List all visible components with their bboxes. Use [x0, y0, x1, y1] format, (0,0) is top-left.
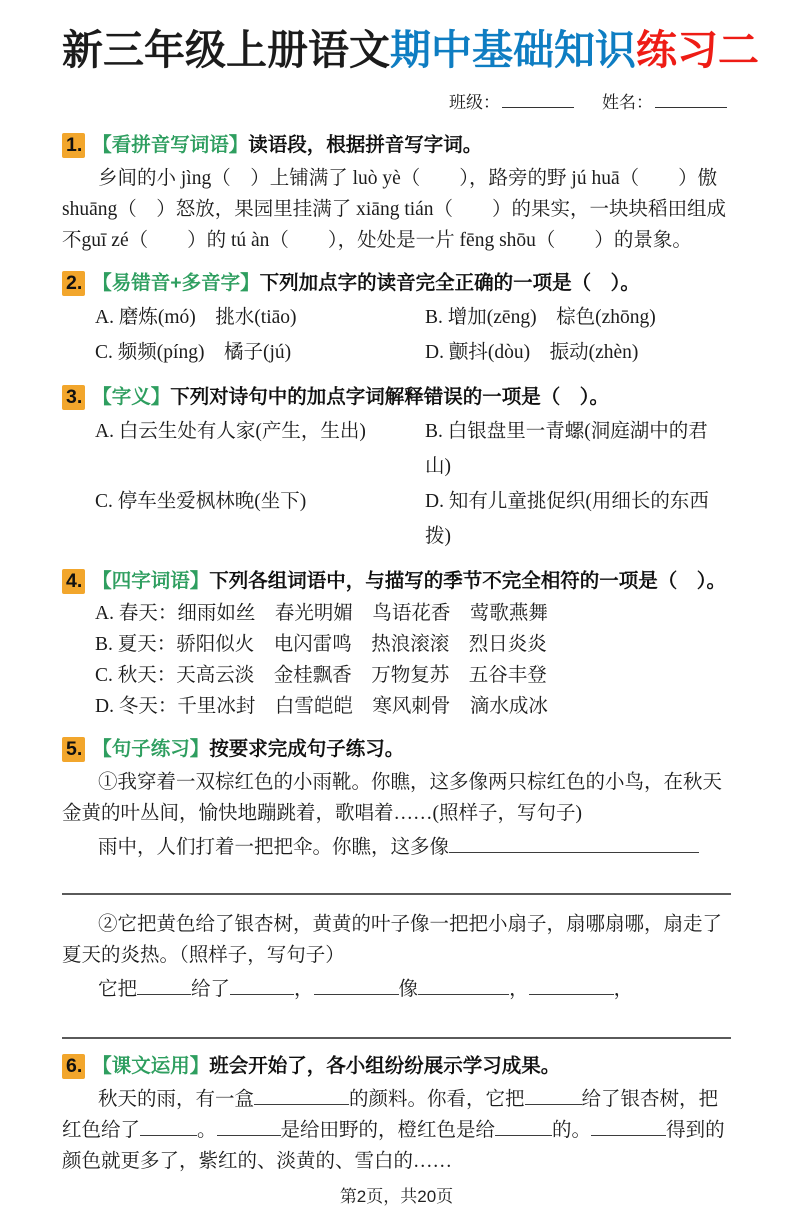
section-2-options	[62, 300, 731, 370]
option-d[interactable]: D. 颤 •抖(dòu) 振 •动(zhèn)	[425, 335, 731, 370]
emphasis-dotted-char: 青 •	[545, 414, 565, 449]
section-1-prompt: 读语段，根据拼音写字词。	[248, 134, 483, 156]
option-a[interactable]: A. 春天：细雨如丝 春光明媚 鸟语花香 莺歌燕舞	[95, 603, 548, 624]
section-6-number-badge: 6.	[62, 1054, 85, 1079]
option-d[interactable]: D. 冬天：千里冰封 白雪皑皑 寒风刺骨 滴水成冰	[95, 696, 548, 717]
section-3-prompt: 下列对诗句中的加点字词解释错误的一项是（ ）。	[170, 386, 610, 408]
section-2-header	[62, 268, 731, 298]
section-1-passage: 乡间的小 jìng（ ）上铺满了 luò yè（ ），路旁的野 jú huā（ ）傲shuāng（ ）怒放，果园里挂满了 xiāng tián（ ）的果实，一块块稻田组成不guī zé（ ）的 tú àn（ ），处处是一片 fēng shōu（ ）的景象。	[62, 168, 727, 251]
section-5-fill-line-1[interactable]: 雨中，人们打着一把把伞。你瞧，这多像	[62, 832, 731, 863]
section-5-example-2: ②它把黄色给了银杏树，黄黄的叶子像一把把小扇子，扇哪扇哪，扇走了夏天的炎热。（照样子，写句子）	[62, 914, 723, 966]
emphasis-dotted-char: 坐 •	[157, 484, 177, 519]
section-3-header	[62, 382, 731, 412]
section-4-options	[62, 598, 731, 722]
section-5-tag: 【句子练习】	[92, 738, 210, 760]
emphasis-dotted-char: 颤 •	[449, 335, 469, 370]
fill-in-blank[interactable]	[495, 1120, 552, 1136]
option-a[interactable]: A. 磨 •炼(mó) 挑 •水(tiāo)	[95, 300, 425, 335]
section-4-idioms	[62, 566, 731, 722]
name-write-line[interactable]	[655, 93, 727, 108]
answer-line[interactable]	[62, 1037, 731, 1039]
section-4-header	[62, 566, 731, 596]
fill-in-blank[interactable]	[314, 979, 399, 995]
student-info-row	[62, 88, 729, 118]
section-6-text-application	[62, 1051, 731, 1177]
fill-in-blank[interactable]	[449, 837, 699, 853]
option-a[interactable]: A. 白云生 •处有人家(产生，生出)	[95, 414, 425, 484]
emphasis-dotted-char: 生 •	[158, 414, 178, 449]
section-6-tag: 【课文运用】	[92, 1055, 210, 1077]
option-c[interactable]: C. 频 •频(píng) 橘 •子(jú)	[95, 335, 425, 370]
section-5-fill-line-2[interactable]: 它把 给了 ， 像 ， ，	[98, 979, 634, 1000]
option-d[interactable]: D. 知有儿童挑 •促织(用细长的东西拨)	[425, 484, 731, 554]
fill-in-blank[interactable]	[525, 1089, 582, 1105]
option-c[interactable]: C. 停车坐 •爱枫林晚(坐下)	[95, 484, 425, 554]
section-3-options	[62, 414, 731, 554]
class-label: 班级：	[449, 93, 500, 112]
fill-in-blank[interactable]	[591, 1120, 666, 1136]
section-1-pinyin	[62, 130, 731, 256]
title-part-blue: 期中基础知识	[390, 27, 636, 73]
section-1-header	[62, 130, 731, 160]
emphasis-dotted-char: 棕 •	[556, 300, 576, 335]
section-4-prompt: 下列各组词语中，与描写的季节不完全相符的一项是（ ）。	[209, 570, 727, 592]
name-label: 姓名：	[602, 93, 653, 112]
title-part-black: 新三年级上册语文	[62, 27, 390, 73]
section-5-sentence-practice	[62, 734, 731, 1039]
answer-line[interactable]	[62, 893, 731, 895]
emphasis-dotted-char: 磨 •	[119, 300, 139, 335]
section-4-tag: 【四字词语】	[92, 570, 210, 592]
section-4-number-badge: 4.	[62, 569, 85, 594]
fill-in-blank[interactable]	[217, 1120, 281, 1136]
section-2-pronunciation	[62, 268, 731, 370]
section-1-tag: 【看拼音写词语】	[92, 134, 249, 156]
class-write-line[interactable]	[502, 93, 574, 108]
section-3-tag: 【字义】	[92, 386, 171, 408]
section-5-example-1: ①我穿着一双棕红色的小雨靴。你瞧，这多像两只棕红色的小鸟，在秋天金黄的叶丛间，愉快地蹦跳着，歌唱着……(照样子，写句子)	[62, 772, 723, 824]
emphasis-dotted-char: 挑 •	[215, 300, 235, 335]
fill-in-blank[interactable]	[137, 979, 191, 995]
emphasis-dotted-char: 螺 •	[565, 414, 585, 449]
section-5-header	[62, 734, 731, 764]
section-6-passage[interactable]: 秋天的雨，有一盒 的颜料。你看，它把 给了银杏树，把红色给了 。 是给田野的，橙红色是给 的。 得到的颜色就更多了，紫红的、淡黄的、雪白的……	[62, 1089, 725, 1172]
section-6-header	[62, 1051, 731, 1081]
fill-in-blank[interactable]	[140, 1120, 197, 1136]
section-3-word-meaning	[62, 382, 731, 554]
section-3-number-badge: 3.	[62, 385, 85, 410]
page-footer: 第2页，共20页	[339, 1187, 454, 1206]
fill-in-blank[interactable]	[254, 1089, 349, 1105]
page-title	[62, 24, 759, 76]
fill-in-blank[interactable]	[418, 979, 509, 995]
option-b[interactable]: B. 白银盘里一青 •螺 •(洞庭湖中的君山)	[425, 414, 731, 484]
emphasis-dotted-char: 振 •	[550, 335, 570, 370]
emphasis-dotted-char: 频 •	[118, 335, 138, 370]
emphasis-dotted-char: 增 •	[448, 300, 468, 335]
fill-in-blank[interactable]	[230, 979, 294, 995]
section-1-number-badge: 1.	[62, 133, 85, 158]
option-b[interactable]: B. 夏天：骄阳似火 电闪雷鸣 热浪滚滚 烈日炎炎	[95, 634, 547, 655]
option-b[interactable]: B. 增 •加(zēng) 棕 •色(zhōng)	[425, 300, 731, 335]
title-part-red: 练习二	[636, 27, 759, 73]
fill-in-blank[interactable]	[529, 979, 614, 995]
section-6-prompt: 班会开始了，各小组纷纷展示学习成果。	[209, 1055, 561, 1077]
section-2-prompt: 下列加点字的读音完全正确的一项是（ ）。	[259, 272, 640, 294]
emphasis-dotted-char: 挑 •	[527, 484, 547, 519]
section-5-prompt: 按要求完成句子练习。	[209, 738, 405, 760]
section-5-number-badge: 5.	[62, 737, 85, 762]
emphasis-dotted-char: 橘 •	[224, 335, 244, 370]
section-2-number-badge: 2.	[62, 271, 85, 296]
section-2-tag: 【易错音+多音字】	[92, 272, 260, 294]
option-c[interactable]: C. 秋天：天高云淡 金桂飘香 万物复苏 五谷丰登	[95, 665, 547, 686]
